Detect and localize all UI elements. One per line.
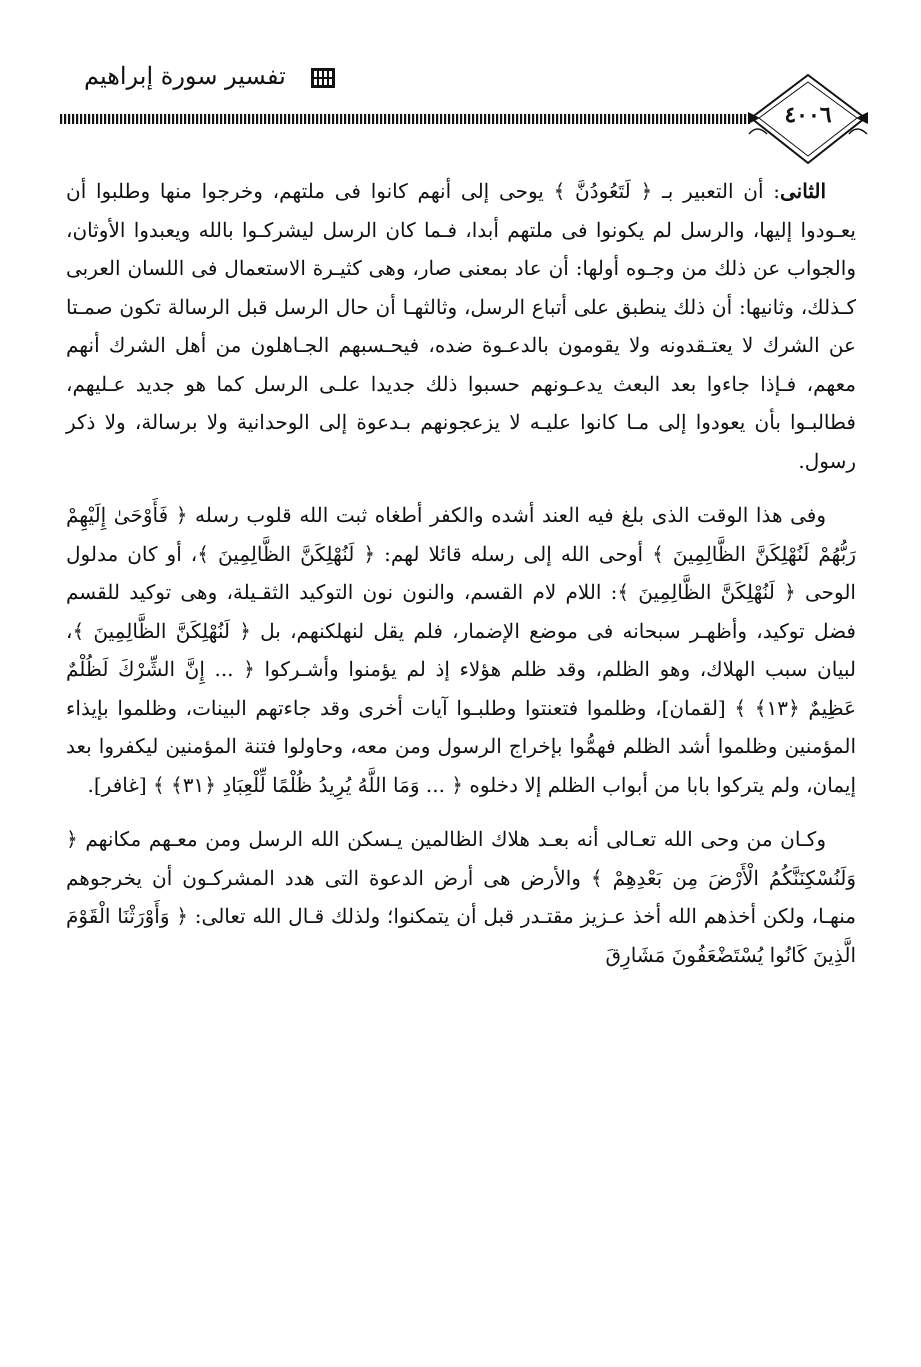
paragraph-text: وكـان من وحى الله تعـالى أنه بعـد هلاك الظالمين يـسكن الله الرسل ومن معـهم مكانهم ﴿ وَلَنُسْكِنَنَّكُمُ الْأَرْضَ مِن بَعْدِهِمْ ﴾ والأرض هى أرض الدعوة التى هدد المشركـون أن يخرجوهم منهـا، ولكن أخذهم الله أخذ عـزيز مقتـدر قبل أن يتمكنوا؛ ولذلك قـال الله تعالى: ﴿ وَأَوْرَثْنَا الْقَوْمَ الَّذِينَ كَانُوا يُسْتَضْعَفُونَ مَشَارِقَ	[66, 827, 856, 967]
paragraph-text: وفى هذا الوقت الذى بلغ فيه العند أشده والكفر أطغاه ثبت الله قلوب رسله ﴿ فَأَوْحَىٰ إِلَيْهِمْ رَبُّهُمْ لَنُهْلِكَنَّ الظَّالِمِينَ ﴾ أوحى الله إلى رسله قائلا لهم: ﴿ لَنُهْلِكَنَّ الظَّالِمِينَ ﴾، أو كان مدلول الوحى ﴿ لَنُهْلِكَنَّ الظَّالِمِينَ ﴾: اللام لام القسم، والنون نون التوكيد الثقـيلة، وهى توكيد للقسم فضل توكيد، وأظهـر سبحانه فى موضع الإضمار، فلم يقل لنهلكنهم، بل ﴿ لَنُهْلِكَنَّ الظَّالِمِينَ ﴾، لبيان سبب الهلاك، وهو الظلم، وقد ظلم هؤلاء إذ لم يؤمنوا وأشـركوا ﴿ ... إِنَّ الشِّرْكَ لَظُلْمٌ عَظِيمٌ ﴿١٣﴾ ﴾ [لقمان]، وظلموا فتعنتوا وطلبـوا آيات أخرى وقد جاءتهم البينات، وظلموا بإيذاء المؤمنين وظلموا أشد الظلم فهمُّوا بإخراج الرسول ومن معه، وحاولوا فتنة المؤمنين ليكفروا بعد إيمان، ولم يتركوا بابا من أبواب الظلم إلا دخلوه ﴿ ... وَمَا اللَّهُ يُرِيدُ ظُلْمًا لِّلْعِبَادِ ﴿٣١﴾ ﴾ [غافر].	[66, 503, 857, 797]
page-number-badge	[746, 72, 870, 166]
body-text	[66, 172, 856, 974]
paragraph-2	[66, 496, 856, 804]
running-title: تفسير سورة إبراهيم	[84, 62, 286, 90]
header-rule	[60, 114, 750, 124]
paragraph-1	[66, 172, 856, 480]
page-number: ٤٠٠٦	[784, 102, 832, 128]
paragraph-3	[66, 820, 856, 974]
paragraph-lead: الثانى	[779, 179, 826, 203]
paragraph-text: : أن التعبير بـ ﴿ لَتَعُودُنَّ ﴾ يوحى إلى أنهم كانوا فى ملتهم، وخرجوا منها وطلبوا أن يعـودوا إليها، والرسل لم يكونوا فى ملتهم أبدا، فـما كان الرسل ليشركـوا بالله ويعبدوا الأوثان، والجواب عن ذلك من وجـوه أولها: أن عاد بمعنى صار، وهى كثيـرة الاستعمال فى اللسان العربى كـذلك، وثانيها: أن ذلك ينطبق على أتباع الرسل، وثالثهـا أن حال الرسل قبل الرسالة تكون صمـتا عن الشرك لا يعتـقدونه ولا يقومون بالدعـوة ضده، فيحـسبهم الجـاهلون من أهل الشرك أنهم معهم، فـإذا جاءوا بعد البعث يدعـونهم حسبوا ذلك جديدا علـى الرسل كما هو جديد عـليهم، فطالبـوا بأن يعودوا إلى مـا كانوا عليـه لا يزعجونهم بـدعوة إلى الوحدانية ولا برسالة، ولا ذكر رسول.	[66, 179, 856, 473]
book-ornament-icon	[310, 66, 336, 90]
page-header	[60, 62, 870, 162]
